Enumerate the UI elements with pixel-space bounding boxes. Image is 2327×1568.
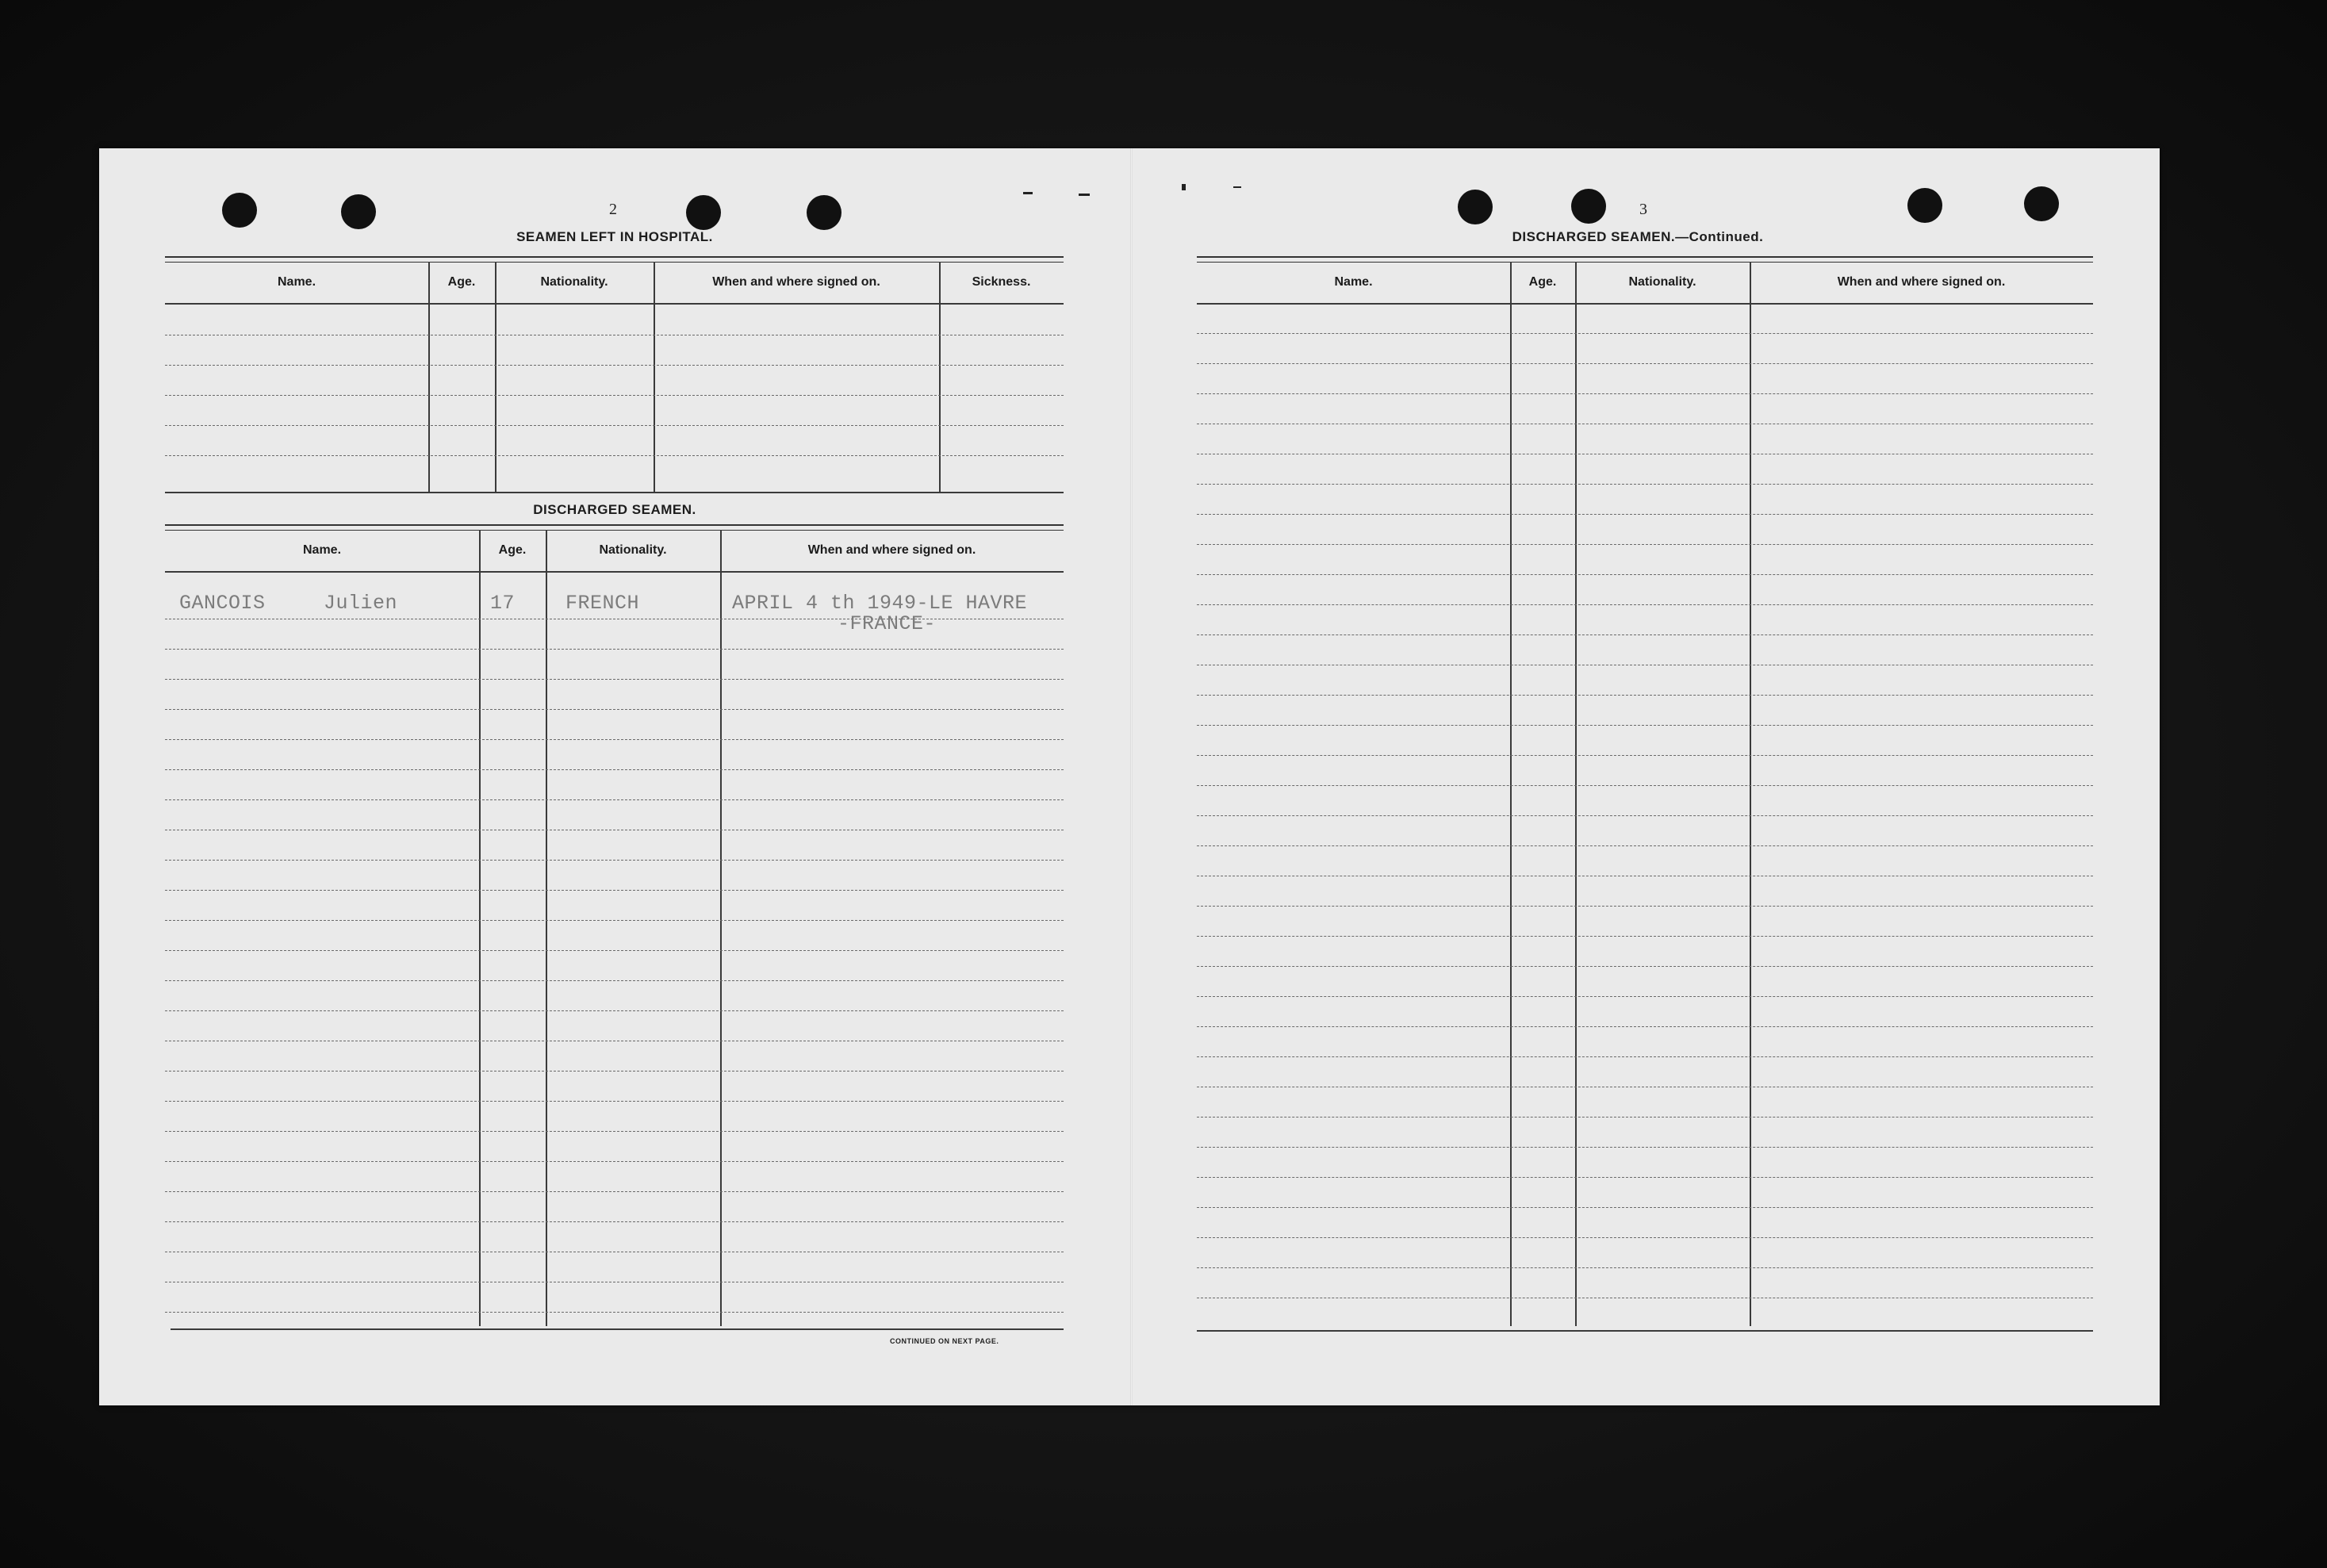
page-number-right: 3	[1639, 201, 1647, 218]
center-fold	[1130, 148, 1133, 1405]
ruled-line	[165, 950, 1064, 951]
ruled-line	[165, 980, 1064, 981]
ruled-line	[1197, 544, 2093, 545]
ruled-line	[1197, 695, 2093, 696]
ruled-line	[1197, 1267, 2093, 1268]
col-divider	[939, 262, 941, 492]
punch-hole	[222, 193, 257, 228]
continued-note: CONTINUED ON NEXT PAGE.	[890, 1337, 999, 1345]
ruled-line	[165, 1101, 1064, 1102]
discharged-table-right	[1197, 262, 2093, 1326]
ruled-line	[165, 649, 1064, 650]
ruled-line	[165, 1161, 1064, 1162]
col-divider	[1510, 262, 1512, 1326]
ruled-line	[165, 679, 1064, 680]
ruled-line	[1197, 604, 2093, 605]
ruled-line	[1197, 1207, 2093, 1208]
ruled-line	[165, 455, 1064, 456]
ruled-line	[1197, 333, 2093, 334]
ruled-line	[1197, 363, 2093, 364]
col-divider	[1575, 262, 1577, 1326]
col-header-age: Age.	[447, 275, 476, 289]
col-header-name: Name.	[277, 275, 316, 289]
speck	[1023, 192, 1033, 194]
ruled-line	[1197, 755, 2093, 756]
ruled-line	[165, 1071, 1064, 1072]
ruled-line	[165, 799, 1064, 800]
col-header-nationality: Nationality.	[540, 275, 608, 289]
col-divider	[654, 262, 655, 492]
col-header-name: Name.	[1334, 275, 1373, 289]
ruled-line	[1197, 1117, 2093, 1118]
document-spread	[99, 148, 2160, 1405]
col-header-signed-on: When and where signed on.	[712, 275, 880, 289]
entry-signed-on-line1: APRIL 4 th 1949-LE HAVRE	[732, 592, 1028, 615]
ruled-line	[1197, 845, 2093, 846]
ruled-line	[165, 920, 1064, 921]
ruled-line	[1197, 574, 2093, 575]
punch-hole	[1458, 190, 1493, 224]
discharged-table-left	[165, 530, 1064, 1326]
col-divider	[428, 262, 430, 492]
entry-surname: GANCOIS	[179, 592, 266, 615]
speck	[1079, 194, 1090, 196]
discharged-continued-title: DISCHARGED SEAMEN.—Continued.	[1512, 229, 1764, 244]
entry-given-name: Julien	[324, 592, 398, 615]
entry-signed-on-line2: -FRANCE-	[838, 612, 937, 635]
ruled-line	[1197, 725, 2093, 726]
ruled-line	[1197, 634, 2093, 635]
ruled-line	[165, 425, 1064, 426]
entry-nationality: FRENCH	[565, 592, 640, 615]
ruled-line	[165, 890, 1064, 891]
ruled-line	[1197, 484, 2093, 485]
ruled-line	[165, 769, 1064, 770]
punch-hole	[341, 194, 376, 229]
discharged-table-right-bottom	[1197, 1330, 2093, 1332]
punch-hole	[2024, 186, 2059, 221]
entry-age: 17	[490, 592, 516, 615]
ruled-line	[165, 1131, 1064, 1132]
col-header-age: Age.	[1528, 275, 1557, 289]
ruled-line	[1197, 1177, 2093, 1178]
ruled-line	[165, 1191, 1064, 1192]
ruled-line	[1197, 936, 2093, 937]
ruled-line	[165, 1010, 1064, 1011]
ruled-line	[1197, 514, 2093, 515]
ruled-line	[165, 860, 1064, 861]
col-header-signed-on: When and where signed on.	[807, 543, 976, 557]
col-divider	[495, 262, 496, 492]
ruled-line	[1197, 815, 2093, 816]
punch-hole	[1907, 188, 1942, 223]
col-header-age: Age.	[498, 543, 527, 557]
discharged-table-left-bottom	[171, 1328, 1064, 1330]
ruled-line	[165, 395, 1064, 396]
ruled-line	[1197, 785, 2093, 786]
col-header-nationality: Nationality.	[1628, 275, 1696, 289]
ruled-line	[1197, 1147, 2093, 1148]
ruled-line	[165, 709, 1064, 710]
page-number-left: 2	[609, 201, 617, 218]
col-divider	[1750, 262, 1751, 1326]
ruled-line	[1197, 1026, 2093, 1027]
col-header-signed-on: When and where signed on.	[1837, 275, 2006, 289]
header-underline	[165, 571, 1064, 573]
ruled-line	[1197, 393, 2093, 394]
ruled-line	[165, 739, 1064, 740]
speck	[1182, 184, 1186, 190]
hospital-table	[165, 262, 1064, 492]
ruled-line	[165, 1312, 1064, 1313]
ruled-line	[1197, 966, 2093, 967]
col-header-name: Name.	[302, 543, 342, 557]
punch-hole	[1571, 189, 1606, 224]
speck	[1233, 186, 1241, 188]
ruled-line	[165, 365, 1064, 366]
hospital-table-bottom	[165, 492, 1064, 493]
discharged-section-title: DISCHARGED SEAMEN.	[533, 502, 696, 517]
punch-hole	[686, 195, 721, 230]
ruled-line	[165, 1221, 1064, 1222]
header-underline	[165, 303, 1064, 305]
punch-hole	[807, 195, 841, 230]
hospital-section-title: SEAMEN LEFT IN HOSPITAL.	[516, 229, 713, 244]
ruled-line	[1197, 1237, 2093, 1238]
ruled-line	[1197, 1056, 2093, 1057]
header-underline	[1197, 303, 2093, 305]
ruled-line	[1197, 996, 2093, 997]
ruled-line	[1197, 906, 2093, 907]
col-header-nationality: Nationality.	[599, 543, 667, 557]
col-header-sickness: Sickness.	[972, 275, 1031, 289]
